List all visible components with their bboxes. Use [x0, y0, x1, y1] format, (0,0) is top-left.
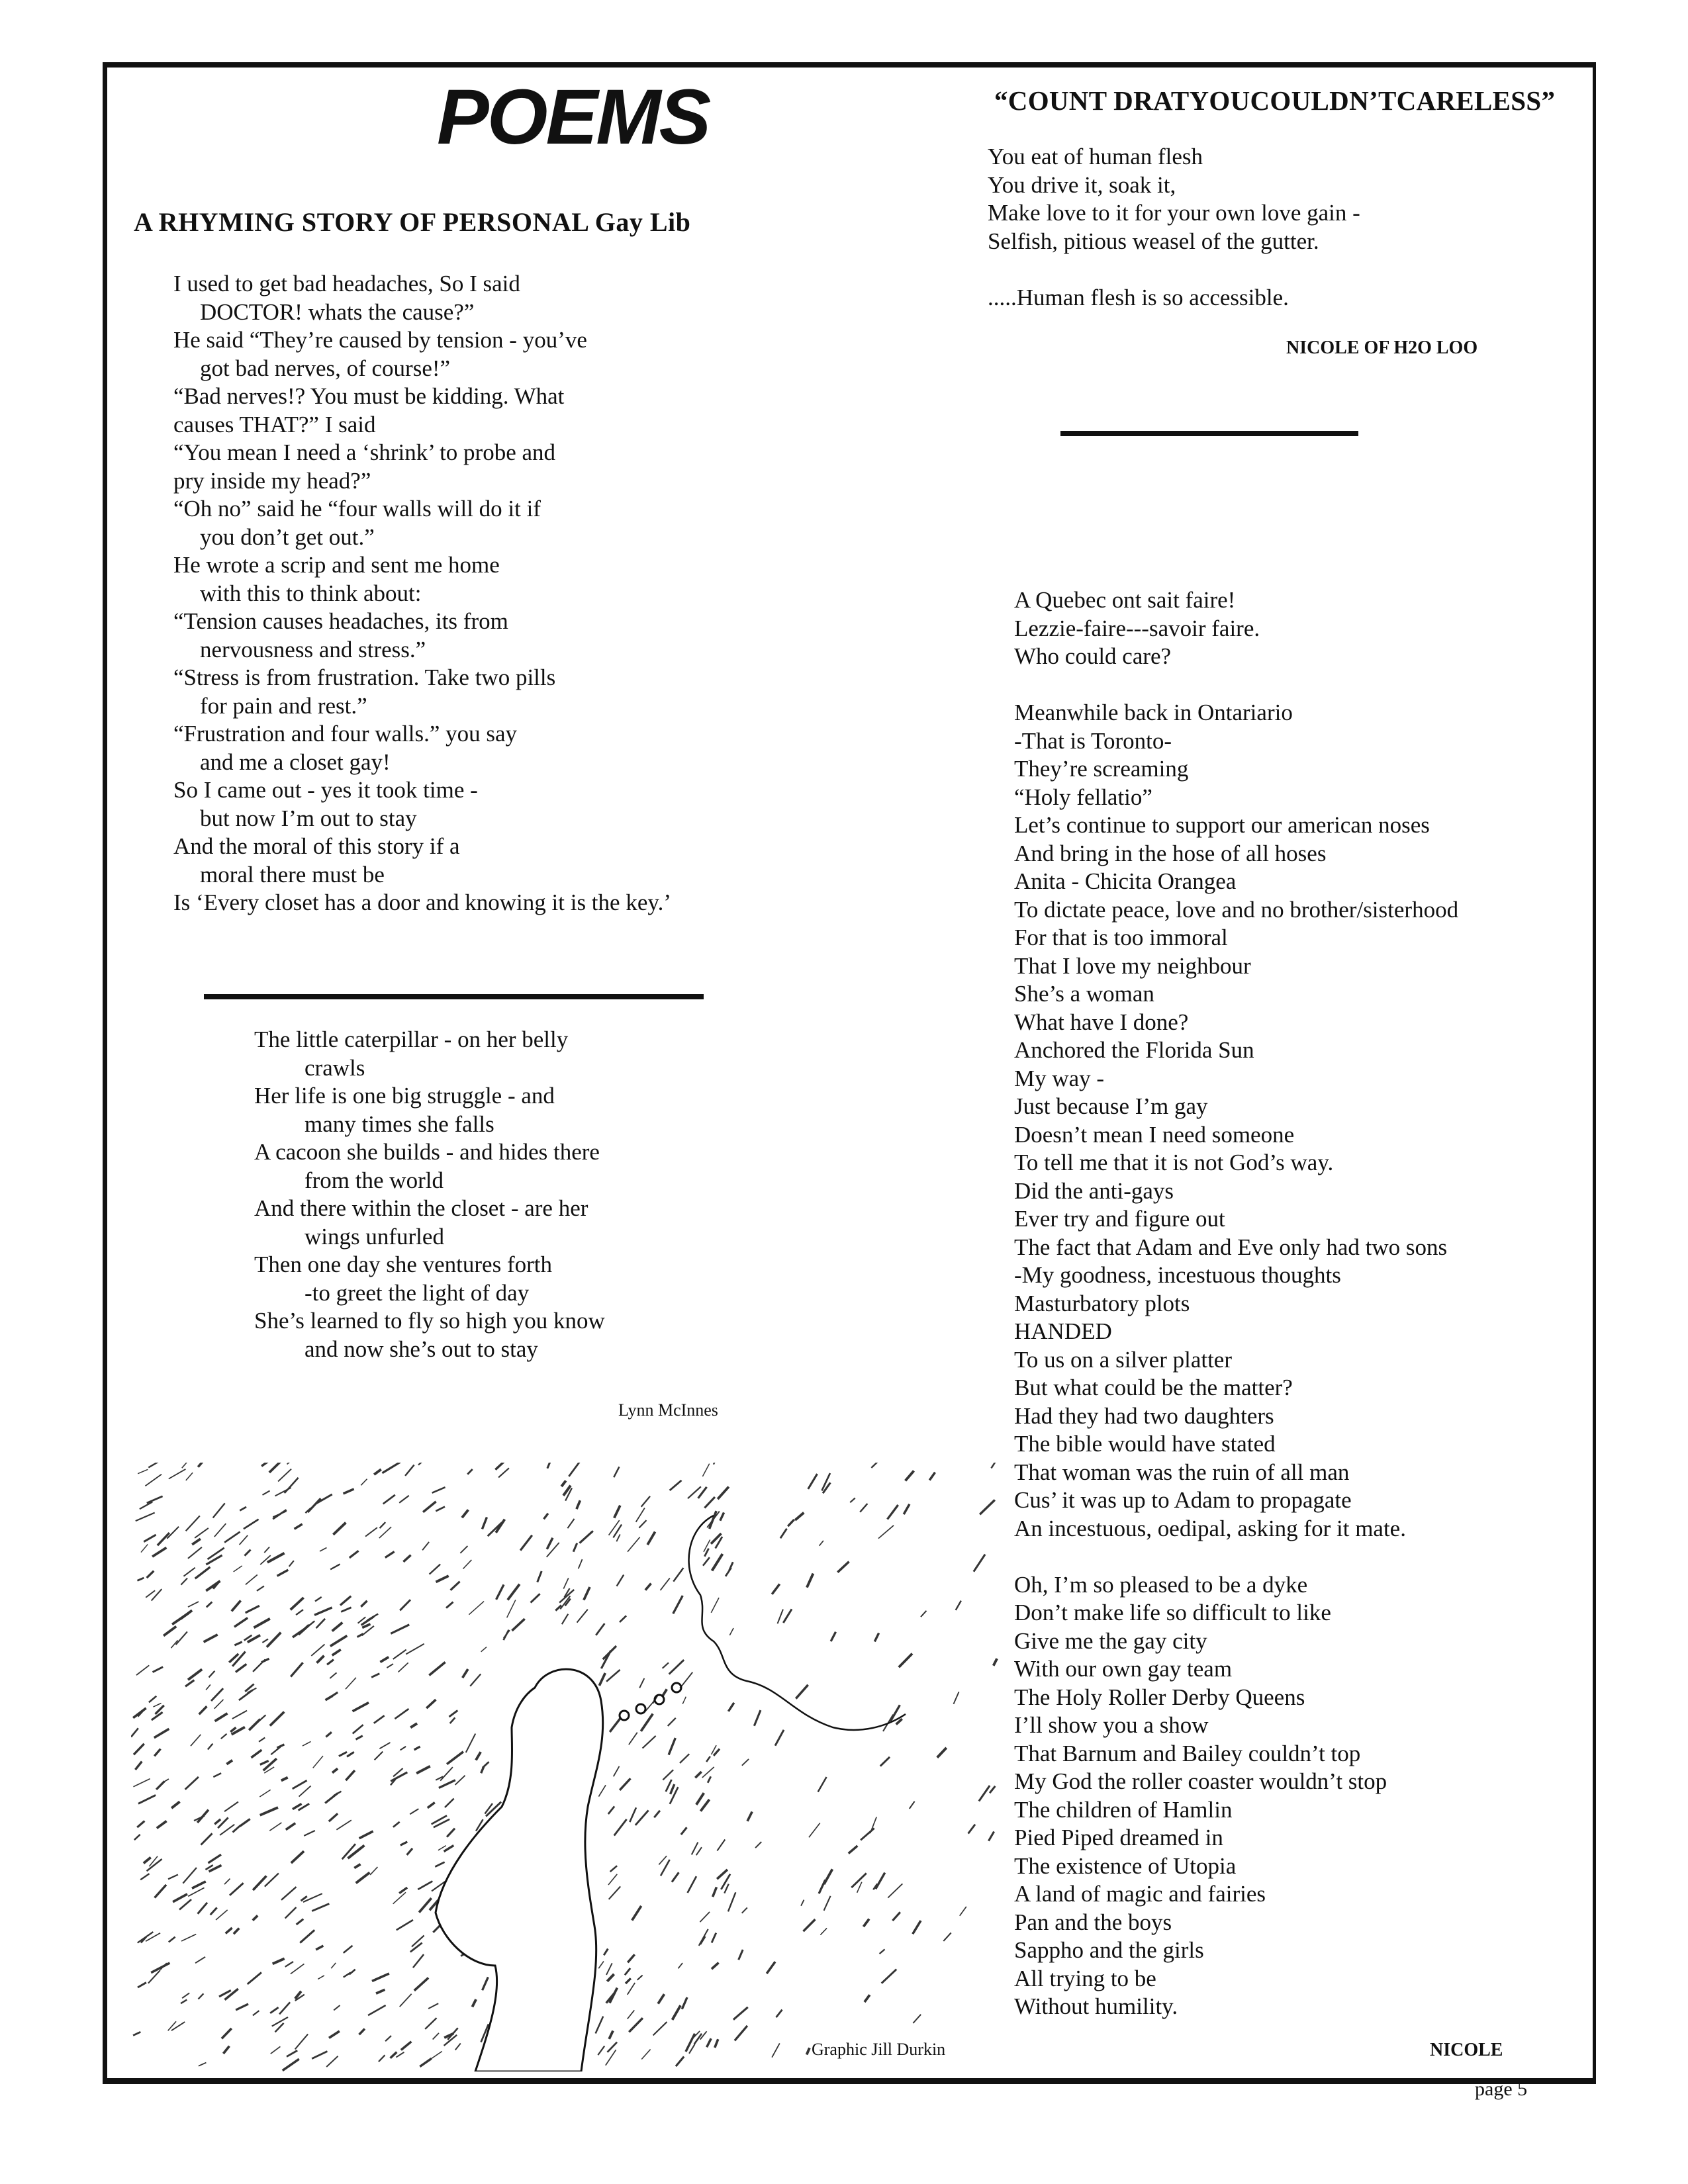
poem-count-dratyoucouldntcareless [988, 143, 1360, 312]
poem-line: You drive it, soak it, [988, 171, 1176, 198]
graphic-credit: Graphic Jill Durkin [812, 2040, 946, 2059]
poem-line: A Quebec ont sait faire! [1014, 587, 1236, 613]
poem-line: Make love to it for your own love gain - [988, 200, 1360, 226]
poem-title-rhyming-story: A RHYMING STORY OF PERSONAL Gay Lib [134, 207, 691, 237]
author-nicole: NICOLE [1430, 2040, 1503, 2060]
poem-line: The children of Hamlin [1014, 1796, 1233, 1823]
poem-line: She’s learned to fly so high you know [254, 1308, 605, 1334]
poem-line: The bible would have stated [1014, 1431, 1276, 1457]
poem-line: crawls [305, 1054, 365, 1081]
author-lynn-mcinnes: Lynn McInnes [618, 1400, 718, 1420]
poem-line: with this to think about: [200, 580, 422, 606]
poem-line: An incestuous, oedipal, asking for it mate. [1014, 1515, 1406, 1541]
poem-line: My God the roller coaster wouldn’t stop [1014, 1768, 1387, 1794]
poem-line: got bad nerves, of course!” [200, 355, 451, 381]
section-divider [1060, 431, 1358, 436]
poem-line: “Bad nerves!? You must be kidding. What [173, 383, 565, 409]
poem-line: for pain and rest.” [200, 692, 367, 719]
poem-line: many times she falls [305, 1111, 494, 1137]
poem-line: Anita - Chicita Orangea [1014, 868, 1237, 894]
poem-line: and now she’s out to stay [305, 1336, 538, 1362]
poem-title-count: “COUNT DRATYOUCOULDN’TCARELESS” [994, 85, 1556, 116]
stanza-break [1014, 671, 1458, 700]
poem-line: Give me the gay city [1014, 1627, 1207, 1654]
poem-line: The Holy Roller Derby Queens [1014, 1684, 1305, 1710]
poem-line: nervousness and stress.” [200, 636, 426, 662]
page-title: POEMS [437, 73, 710, 161]
poem-line: The existence of Utopia [1014, 1852, 1237, 1879]
poem-line: Ever try and figure out [1014, 1206, 1225, 1232]
poem-line: Anchored the Florida Sun [1014, 1037, 1254, 1063]
poem-line: And bring in the hose of all hoses [1014, 840, 1327, 866]
poem-line: Cus’ it was up to Adam to propagate [1014, 1487, 1352, 1513]
poem-line: They’re screaming [1014, 756, 1189, 782]
poem-line [988, 255, 1360, 284]
poem-line: -to greet the light of day [305, 1279, 530, 1306]
poem-line: Had they had two daughters [1014, 1402, 1274, 1429]
poem-line: Did the anti-gays [1014, 1177, 1174, 1204]
poem-line: .....Human flesh is so accessible. [988, 284, 1289, 310]
poem-line: That woman was the ruin of all man [1014, 1459, 1350, 1485]
poem-line: A cacoon she builds - and hides there [254, 1139, 600, 1165]
poem-line: Selfish, pitious weasel of the gutter. [988, 228, 1319, 254]
poem-line: With our own gay team [1014, 1656, 1233, 1682]
poem-line: Who could care? [1014, 643, 1172, 669]
poem-line: For that is too immoral [1014, 925, 1228, 950]
poem-line: pry inside my head?” [173, 467, 371, 494]
poem-line: I’ll show you a show [1014, 1712, 1209, 1738]
poem-quebec [1014, 586, 1458, 2021]
poem-line: “Stress is from frustration. Take two pills [173, 664, 556, 690]
poem-line: She’s a woman [1014, 981, 1154, 1007]
poem-caterpillar [254, 1026, 605, 1363]
poem-line: To us on a silver platter [1014, 1346, 1232, 1373]
poem-line: My way - [1014, 1065, 1105, 1091]
poem-line: -That is Toronto- [1014, 727, 1172, 754]
poem-line: That I love my neighbour [1014, 952, 1251, 979]
poem-line: but now I’m out to stay [200, 805, 417, 831]
poem-line: “Tension causes headaches, its from [173, 608, 508, 634]
poem-line: Pied Piped dreamed in [1014, 1825, 1223, 1850]
poem-line: And the moral of this story if a [173, 833, 460, 859]
poem-line: HANDED [1014, 1318, 1112, 1344]
poem-line: That Barnum and Bailey couldn’t top [1014, 1740, 1361, 1766]
poem-line: All trying to be [1014, 1965, 1156, 1991]
stanza-break [1014, 1543, 1458, 1571]
poem-line: Pan and the boys [1014, 1909, 1172, 1935]
poem-line: wings unfurled [305, 1223, 444, 1250]
poem-line: What have I done? [1014, 1009, 1189, 1035]
poem-line: moral there must be [200, 861, 385, 887]
poem-line: Is ‘Every closet has a door and knowing it is the key.’ [173, 889, 671, 915]
poem-line: I used to get bad headaches, So I said [173, 271, 520, 296]
section-divider [204, 994, 704, 999]
illustration-graphic [131, 1463, 1002, 2071]
poem-line: and me a closet gay! [200, 749, 391, 775]
poem-line: Then one day she ventures forth [254, 1251, 552, 1277]
poem-line: Her life is one big struggle - and [254, 1083, 555, 1109]
poem-line: Lezzie-faire---savoir faire. [1014, 615, 1260, 641]
poem-line: So I came out - yes it took time - [173, 777, 478, 803]
poem-rhyming-story [173, 270, 671, 917]
poem-line: Let’s continue to support our american noses [1014, 812, 1430, 838]
author-nicole-of-h2o-loo: NICOLE OF H2O LOO [1286, 338, 1478, 358]
poem-line: Masturbatory plots [1014, 1290, 1190, 1316]
poem-line: “Holy fellatio” [1014, 784, 1152, 810]
poem-line: from the world [305, 1167, 444, 1193]
poem-line: He wrote a scrip and sent me home [173, 552, 500, 578]
poem-line: The fact that Adam and Eve only had two sons [1014, 1234, 1448, 1260]
poem-line: Just because I’m gay [1014, 1093, 1208, 1119]
poem-line: Meanwhile back in Ontariario [1014, 700, 1293, 725]
poem-line: Without humility. [1014, 1993, 1178, 2019]
poem-line: you don’t get out.” [200, 523, 375, 550]
poem-line: “You mean I need a ‘shrink’ to probe and [173, 439, 556, 465]
poem-line: -My goodness, incestuous thoughts [1014, 1262, 1341, 1288]
poem-line: A land of magic and fairies [1014, 1881, 1266, 1907]
poem-line: You eat of human flesh [988, 144, 1203, 169]
poem-line: To tell me that it is not God’s way. [1014, 1150, 1334, 1175]
poem-line: To dictate peace, love and no brother/sisterhood [1014, 896, 1459, 923]
poem-line: DOCTOR! whats the cause?” [200, 298, 475, 325]
poem-line: But what could be the matter? [1014, 1375, 1293, 1400]
poem-line: Don’t make life so difficult to like [1014, 1600, 1331, 1625]
page-number: page 5 [1475, 2078, 1528, 2100]
poem-line: “Oh no” said he “four walls will do it if [173, 496, 541, 522]
poem-line: Oh, I’m so pleased to be a dyke [1014, 1571, 1308, 1598]
poem-line: Sappho and the girls [1014, 1937, 1204, 1963]
poem-line: The little caterpillar - on her belly [254, 1026, 569, 1052]
poem-line: Doesn’t mean I need someone [1014, 1121, 1295, 1148]
poem-line: “Frustration and four walls.” you say [173, 721, 518, 747]
poem-line: And there within the closet - are her [254, 1195, 588, 1221]
poem-line: causes THAT?” I said [173, 411, 376, 437]
poem-line: He said “They’re caused by tension - you’ve [173, 327, 587, 353]
